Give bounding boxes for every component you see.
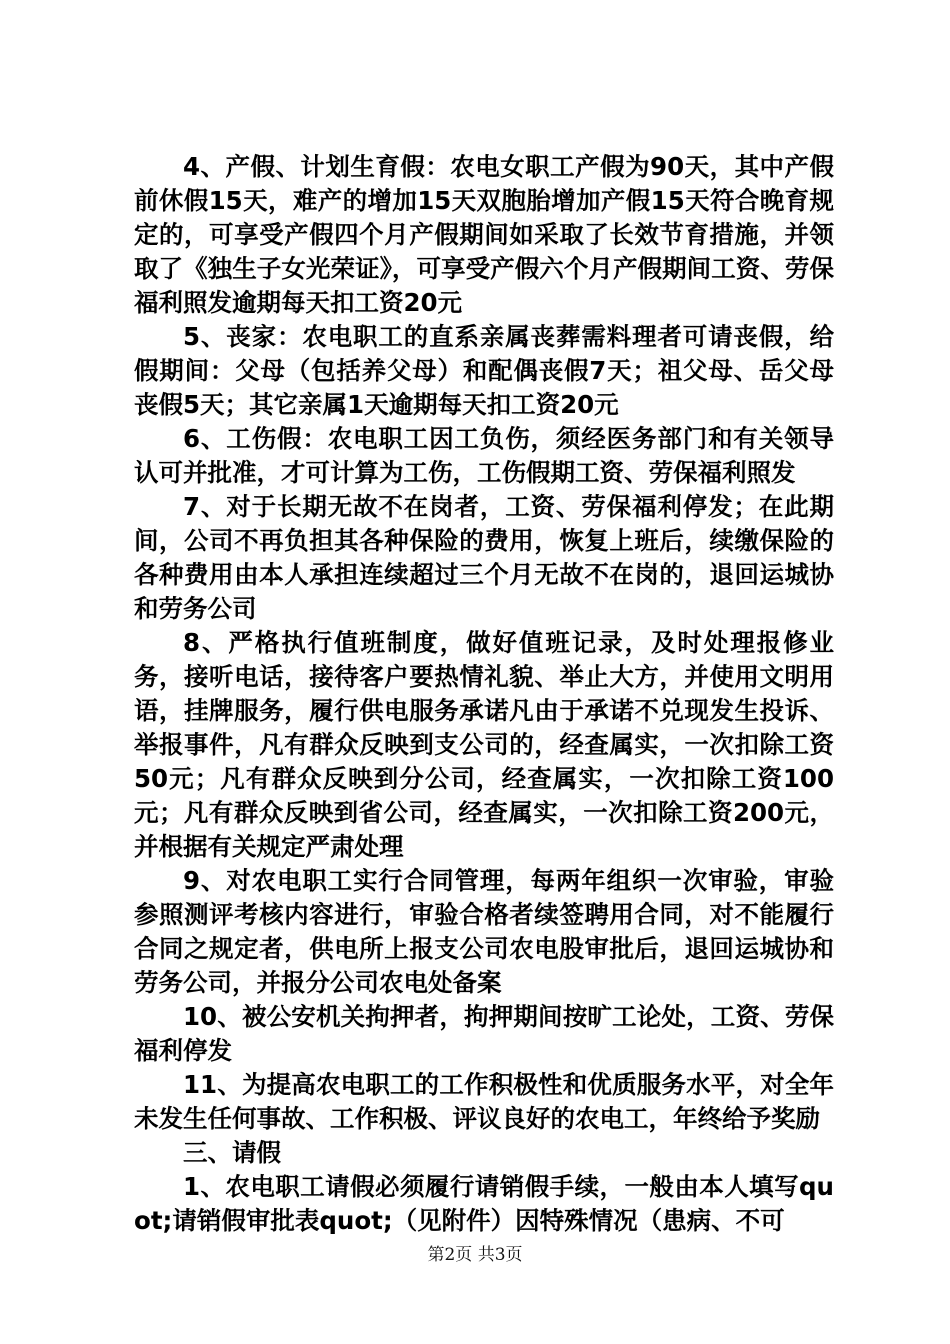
paragraph-leave-procedure: 1、农电职工请假必须履行请销假手续，一般由本人填写quot;请销假审批表quot;（见附件）因特殊情况（患病、不可 xyxy=(134,1172,834,1235)
paragraph-long-absence: 7、对于长期无故不在岗者，工资、劳保福利停发；在此期间，公司不再负担其各种保险的费用，恢复上班后，续缴保险的各种费用由本人承担连续超过三个月无故不在岗的，退回运城协和劳务公司 xyxy=(134,492,834,623)
paragraph-duty-system: 8、严格执行值班制度，做好值班记录，及时处理报修业务，接听电话，接待客户要热情礼貌、举止大方，并使用文明用语，挂牌服务，履行供电服务承诺凡由于承诺不兑现发生投诉、举报事件，凡有群众反映到支公司的，经查属实，一次扣除工资50元；凡有群众反映到分公司，经查属实，一次扣除工资100元；凡有群众反映到省公司，经查属实，一次扣除工资200元，并根据有关规定严肃处理 xyxy=(134,628,834,861)
document-body xyxy=(134,150,834,1238)
paragraph-funeral-leave: 5、丧家：农电职工的直系亲属丧葬需料理者可请丧假，给假期间：父母（包括养父母）和配偶丧假7天；祖父母、岳父母丧假5天；其它亲属1天逾期每天扣工资20元 xyxy=(134,322,834,419)
page-number-footer: 第2页 共3页 xyxy=(427,1245,523,1265)
paragraph-injury-leave: 6、工伤假：农电职工因工负伤，须经医务部门和有关领导认可并批准，才可计算为工伤，工伤假期工资、劳保福利照发 xyxy=(134,424,834,487)
paragraph-maternity-leave: 4、产假、计划生育假：农电女职工产假为90天，其中产假前休假15天，难产的增加15天双胞胎增加产假15天符合晚育规定的，可享受产假四个月产假期间如采取了长效节育措施，并领取了《独生子女光荣证》，可享受产假六个月产假期间工资、劳保福利照发逾期每天扣工资20元 xyxy=(134,152,834,317)
section-heading-leave-request: 三、请假 xyxy=(183,1138,281,1167)
paragraph-award: 11、为提高农电职工的工作积极性和优质服务水平，对全年未发生任何事故、工作积极、评议良好的农电工，年终给予奖励 xyxy=(134,1070,834,1133)
paragraph-detention: 10、被公安机关拘押者，拘押期间按旷工论处，工资、劳保福利停发 xyxy=(134,1002,834,1065)
paragraph-contract-management: 9、对农电职工实行合同管理，每两年组织一次审验，审验参照测评考核内容进行，审验合格者续签聘用合同，对不能履行合同之规定者，供电所上报支公司农电股审批后，退回运城协和劳务公司，并报分公司农电处备案 xyxy=(134,866,834,997)
